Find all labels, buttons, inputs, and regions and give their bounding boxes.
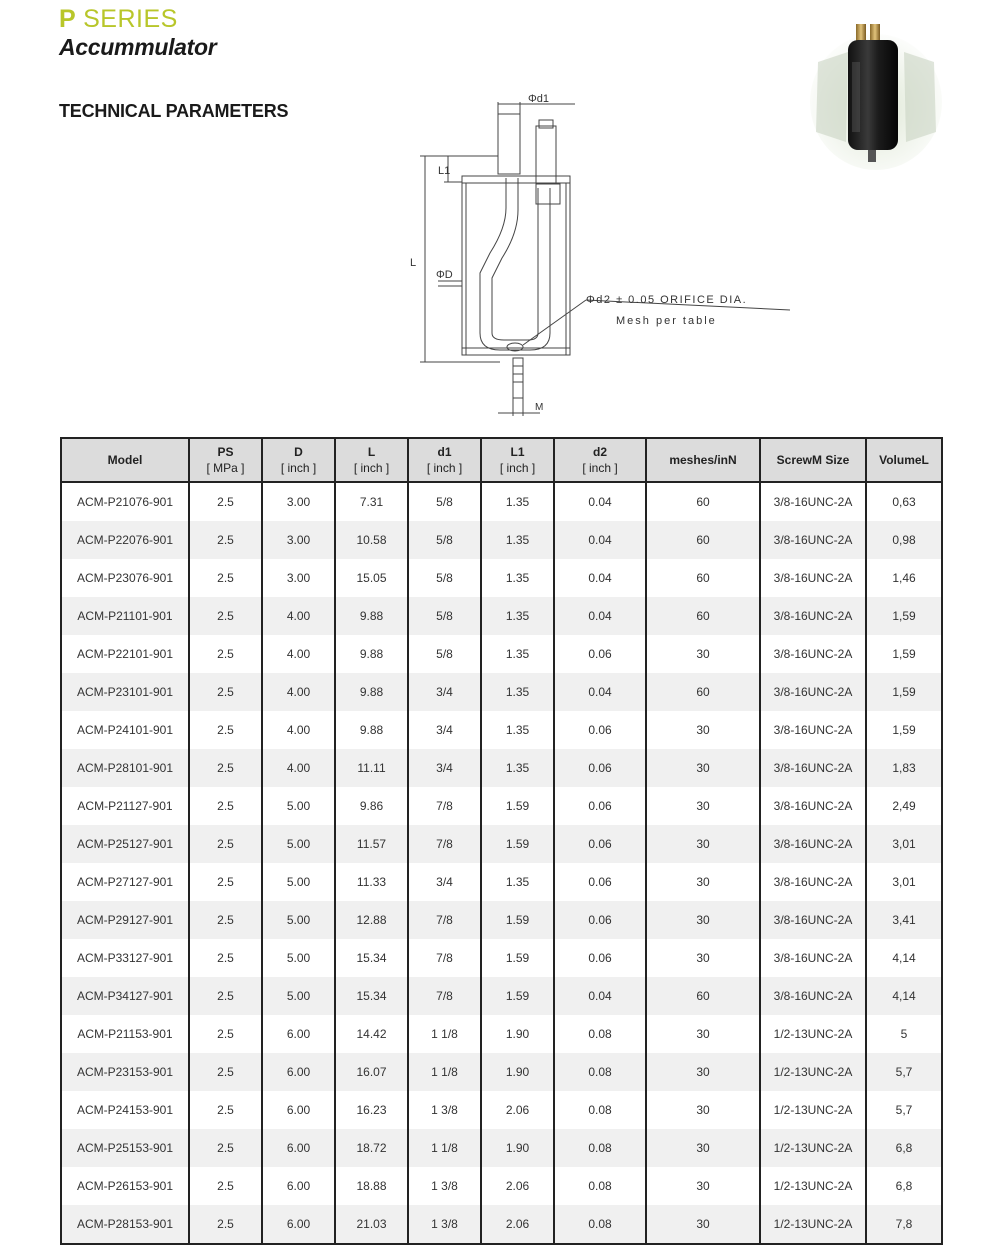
column-header: [262, 438, 335, 482]
table-cell: 6.00: [262, 1129, 335, 1167]
table-cell: 1,59: [866, 597, 942, 635]
label-d1: Φd1: [528, 93, 550, 105]
table-cell: 4.00: [262, 635, 335, 673]
table-cell: 30: [646, 1091, 760, 1129]
table-cell: 12.88: [335, 901, 408, 939]
table-row: [61, 787, 942, 825]
table-cell: 3.00: [262, 482, 335, 521]
table-cell: 1.59: [481, 825, 554, 863]
column-header-unit: [ inch ]: [280, 461, 317, 475]
table-row: [61, 977, 942, 1015]
table-cell: ACM-P26153-901: [76, 1179, 174, 1193]
table-cell: 2.5: [189, 673, 262, 711]
table-cell: 3/8-16UNC-2A: [760, 749, 866, 787]
table-cell: 3/8-16UNC-2A: [760, 787, 866, 825]
table-cell: 30: [646, 825, 760, 863]
table-cell: 2.5: [189, 901, 262, 939]
table-cell: 3/8-16UNC-2A: [760, 825, 866, 863]
table-cell: 30: [646, 901, 760, 939]
table-cell: 1.59: [481, 787, 554, 825]
table-cell: 2.5: [189, 1053, 262, 1091]
label-l: L: [410, 257, 417, 269]
table-cell: 0.06: [554, 787, 646, 825]
table-cell: 0.06: [554, 863, 646, 901]
table-cell: 14.42: [335, 1015, 408, 1053]
table-cell: 3,01: [866, 825, 942, 863]
table-cell: 7.31: [335, 482, 408, 521]
table-cell: 7/8: [408, 825, 481, 863]
table-cell: 2.5: [189, 597, 262, 635]
series-letter: P: [59, 5, 76, 33]
table-cell: 9.88: [335, 635, 408, 673]
table-cell: 3/8-16UNC-2A: [760, 863, 866, 901]
table-cell: 60: [646, 482, 760, 521]
table-cell: 5.00: [262, 787, 335, 825]
table-cell: 15.34: [335, 977, 408, 1015]
table-cell: ACM-P22076-901: [61, 521, 189, 559]
table-cell: 3/8-16UNC-2A: [760, 559, 866, 597]
table-cell: 7/8: [408, 939, 481, 977]
table-row: [61, 482, 942, 521]
table-cell: 1.35: [481, 749, 554, 787]
table-cell: 3/8-16UNC-2A: [760, 482, 866, 521]
table-cell: 2.5: [189, 1015, 262, 1053]
table-row: [61, 597, 942, 635]
table-cell: 3/4: [408, 673, 481, 711]
product-name: Accummulator: [59, 34, 217, 60]
table-cell: 11.57: [335, 825, 408, 863]
table-row: [61, 825, 942, 863]
table-cell: 2.5: [189, 559, 262, 597]
table-cell: 0.04: [554, 673, 646, 711]
column-header-label: D: [294, 445, 303, 459]
table-cell: 1 3/8: [408, 1091, 481, 1129]
table-cell: 30: [646, 787, 760, 825]
table-cell: 1.35: [481, 597, 554, 635]
table-cell: 9.88: [335, 711, 408, 749]
label-d: ΦD: [436, 269, 453, 281]
label-l1: L1: [438, 165, 451, 177]
table-cell: 1,59: [866, 635, 942, 673]
table-cell: ACM-P21076-901: [76, 495, 174, 509]
table-cell: 1 3/8: [408, 1167, 481, 1205]
table-cell: 2.5: [189, 1091, 262, 1129]
table-cell: 9.88: [335, 673, 408, 711]
technical-drawing: [400, 88, 800, 420]
table-cell: 1 1/8: [408, 1053, 481, 1091]
table-cell: 2.5: [189, 787, 262, 825]
table-cell: 0,98: [866, 521, 942, 559]
table-cell: 1/2-13UNC-2A: [760, 1053, 866, 1091]
table-cell: 4.00: [262, 749, 335, 787]
table-row: [61, 1129, 942, 1167]
table-cell: 0.04: [554, 597, 646, 635]
table-cell: 2.5: [189, 825, 262, 863]
table-cell: 0.04: [554, 977, 646, 1015]
table-cell: 16.23: [335, 1091, 408, 1129]
table-row: [61, 1205, 942, 1244]
table-row: [61, 1015, 942, 1053]
table-cell: ACM-P33127-901: [76, 951, 174, 965]
table-cell: 3/4: [408, 749, 481, 787]
table-cell: 7/8: [408, 901, 481, 939]
table-cell: ACM-P28153-901: [61, 1205, 189, 1244]
series-label: SERIES: [75, 5, 178, 33]
table-cell: 5/8: [408, 559, 481, 597]
table-cell: 3/8-16UNC-2A: [760, 521, 866, 559]
table-cell: 5,7: [866, 1091, 942, 1129]
table-cell: 3,41: [866, 901, 942, 939]
table-cell: 2.5: [189, 1205, 262, 1244]
column-header-label: Model: [107, 453, 143, 467]
table-cell: 2.06: [481, 1091, 554, 1129]
table-cell: 5/8: [408, 635, 481, 673]
table-cell: 1 1/8: [408, 1015, 481, 1053]
table-cell: 60: [646, 559, 760, 597]
table-cell: 1/2-13UNC-2A: [760, 1129, 866, 1167]
column-header-label: L1: [510, 445, 525, 459]
table-cell: 5/8: [408, 597, 481, 635]
table-cell: 2,49: [866, 787, 942, 825]
table-cell: 30: [646, 711, 760, 749]
table-cell: 30: [646, 1015, 760, 1053]
column-header: [189, 438, 262, 482]
label-m: M: [535, 402, 544, 413]
table-cell: 1.35: [481, 635, 554, 673]
table-cell: 1.59: [481, 977, 554, 1015]
label-d2-orifice: Φd2 ± 0.05 ORIFICE DIA.: [586, 294, 748, 306]
column-header-unit: [ inch ]: [582, 461, 618, 475]
table-cell: 0.06: [554, 825, 646, 863]
table-cell: 1.35: [481, 711, 554, 749]
technical-parameters-table: [60, 437, 943, 1245]
column-header-label: L: [367, 445, 376, 459]
column-header: [646, 438, 760, 482]
table-cell: 7/8: [408, 787, 481, 825]
table-cell: 1 1/8: [408, 1129, 481, 1167]
table-cell: 5: [866, 1015, 942, 1053]
column-header-unit: [ inch ]: [426, 461, 463, 475]
table-row: [61, 1091, 942, 1129]
table-cell: ACM-P22101-901: [76, 647, 174, 661]
table-cell: 1.90: [481, 1015, 554, 1053]
table-cell: 1.59: [481, 939, 554, 977]
table-cell: 5,7: [866, 1053, 942, 1091]
table-cell: 0.04: [554, 482, 646, 521]
table-cell: 0.06: [554, 901, 646, 939]
table-cell: 1,59: [866, 711, 942, 749]
label-mesh: Mesh per table: [616, 315, 717, 327]
table-cell: 5.00: [262, 939, 335, 977]
table-cell: 0.06: [554, 635, 646, 673]
column-header-unit: [ inch ]: [499, 461, 536, 475]
table-cell: 0.08: [554, 1015, 646, 1053]
table-cell: 0.08: [554, 1167, 646, 1205]
table-cell: 3/8-16UNC-2A: [760, 939, 866, 977]
table-cell: 18.88: [335, 1167, 408, 1205]
table-cell: 6.00: [262, 1205, 335, 1244]
table-cell: 0.08: [554, 1129, 646, 1167]
section-title: TECHNICAL PARAMETERS: [59, 101, 289, 121]
column-header: [481, 438, 554, 482]
table-cell: 30: [646, 1205, 760, 1244]
table-cell: 3.00: [262, 521, 335, 559]
table-cell: 0.06: [554, 749, 646, 787]
table-cell: 2.5: [189, 977, 262, 1015]
table-cell: ACM-P21101-901: [61, 597, 189, 635]
table-cell: 11.33: [335, 863, 408, 901]
table-cell: 1,83: [866, 749, 942, 787]
table-cell: 1.90: [481, 1129, 554, 1167]
table-cell: 2.06: [481, 1167, 554, 1205]
table-cell: 1,59: [866, 673, 942, 711]
column-header: [760, 438, 866, 482]
table-cell: 6.00: [262, 1015, 335, 1053]
table-cell: ACM-P24101-901: [76, 723, 174, 737]
table-row: [61, 521, 942, 559]
table-cell: 30: [646, 1053, 760, 1091]
table-cell: 7/8: [408, 977, 481, 1015]
table-cell: ACM-P25127-901: [61, 825, 189, 863]
table-cell: 6.00: [262, 1053, 335, 1091]
table-cell: 60: [646, 977, 760, 1015]
table-cell: 9.86: [335, 787, 408, 825]
table-cell: 21.03: [335, 1205, 408, 1244]
table-row: [61, 1167, 942, 1205]
table-cell: ACM-P23101-901: [61, 673, 189, 711]
table-cell: 30: [646, 1167, 760, 1205]
table-cell: 1/2-13UNC-2A: [760, 1015, 866, 1053]
table-cell: 6,8: [866, 1167, 942, 1205]
table-cell: ACM-P24153-901: [76, 1103, 174, 1117]
table-cell: ACM-P28101-901: [61, 749, 189, 787]
table-cell: 2.5: [189, 711, 262, 749]
table-row: [61, 711, 942, 749]
table-cell: 1.59: [481, 901, 554, 939]
table-cell: ACM-P23076-901: [76, 571, 174, 585]
table-cell: ACM-P21153-901: [77, 1027, 173, 1041]
table-cell: 2.5: [189, 1129, 262, 1167]
table-cell: 0.04: [554, 559, 646, 597]
table-cell: 1/2-13UNC-2A: [760, 1205, 866, 1244]
column-header: [866, 438, 942, 482]
table-cell: 11.11: [335, 749, 408, 787]
table-cell: ACM-P23153-901: [61, 1053, 189, 1091]
column-header: [61, 438, 189, 482]
table-cell: 0.06: [554, 711, 646, 749]
table-cell: 2.5: [189, 635, 262, 673]
table-cell: 6,8: [866, 1129, 942, 1167]
table-cell: 60: [646, 597, 760, 635]
table-cell: 16.07: [335, 1053, 408, 1091]
table-body: [61, 482, 942, 1244]
table-cell: 1.35: [481, 673, 554, 711]
table-cell: 6.00: [262, 1091, 335, 1129]
table-cell: 7,8: [866, 1205, 942, 1244]
table-cell: 3/8-16UNC-2A: [760, 597, 866, 635]
table-cell: 4.00: [262, 597, 335, 635]
table-cell: 2.5: [189, 482, 262, 521]
table-row: [61, 863, 942, 901]
table-cell: 9.88: [335, 597, 408, 635]
table-cell: 2.5: [189, 749, 262, 787]
column-header-label: d2: [592, 445, 607, 459]
column-header-label: VolumeL: [879, 453, 929, 467]
table-cell: 0.08: [554, 1053, 646, 1091]
table-row: [61, 1053, 942, 1091]
table-cell: 5.00: [262, 901, 335, 939]
table-cell: 1.35: [481, 482, 554, 521]
column-header-label: PS: [217, 445, 234, 459]
table-cell: 5/8: [408, 521, 481, 559]
table-cell: 0.08: [554, 1091, 646, 1129]
table-cell: 3/8-16UNC-2A: [760, 711, 866, 749]
table-cell: 1/2-13UNC-2A: [760, 1167, 866, 1205]
table-cell: 1.90: [481, 1053, 554, 1091]
table-cell: 15.05: [335, 559, 408, 597]
table-cell: 3/8-16UNC-2A: [760, 901, 866, 939]
table-cell: 3/8-16UNC-2A: [760, 977, 866, 1015]
table-row: [61, 901, 942, 939]
table-cell: 6.00: [262, 1167, 335, 1205]
table-cell: 15.34: [335, 939, 408, 977]
column-header: [335, 438, 408, 482]
table-cell: 3/4: [408, 863, 481, 901]
table-row: [61, 635, 942, 673]
table-cell: 2.5: [189, 863, 262, 901]
table-cell: 5.00: [262, 825, 335, 863]
table-cell: ACM-P29127-901: [61, 901, 189, 939]
table-cell: 0.04: [554, 521, 646, 559]
table-cell: 1 3/8: [408, 1205, 481, 1244]
table-cell: 0,63: [866, 482, 942, 521]
column-header-label: d1: [437, 445, 452, 459]
table-row: [61, 749, 942, 787]
table-cell: 3/8-16UNC-2A: [760, 635, 866, 673]
table-cell: 1/2-13UNC-2A: [760, 1091, 866, 1129]
table-cell: ACM-P34127-901: [61, 977, 189, 1015]
column-header-label: ScrewM Size: [776, 453, 850, 467]
table-cell: 5.00: [262, 977, 335, 1015]
column-header: [554, 438, 646, 482]
table-cell: 3.00: [262, 559, 335, 597]
column-header: [408, 438, 481, 482]
table-cell: 1,46: [866, 559, 942, 597]
table-cell: 1.35: [481, 559, 554, 597]
table-cell: 1.35: [481, 863, 554, 901]
table-cell: 5/8: [408, 482, 481, 521]
table-cell: 4,14: [866, 977, 942, 1015]
table-cell: ACM-P21127-901: [77, 799, 173, 813]
table-cell: 3/8-16UNC-2A: [760, 673, 866, 711]
table-cell: 0.06: [554, 939, 646, 977]
table-cell: 10.58: [335, 521, 408, 559]
table-cell: 5.00: [262, 863, 335, 901]
table-cell: 4.00: [262, 673, 335, 711]
table-cell: 30: [646, 863, 760, 901]
table-cell: 2.5: [189, 521, 262, 559]
column-header-unit: [ MPa ]: [206, 461, 245, 475]
table-cell: 30: [646, 939, 760, 977]
table-cell: 1.35: [481, 521, 554, 559]
table-cell: 60: [646, 673, 760, 711]
table-cell: 4,14: [866, 939, 942, 977]
table-cell: 3,01: [866, 863, 942, 901]
table-cell: 18.72: [335, 1129, 408, 1167]
table-header-row: [61, 438, 942, 482]
table-cell: 3/4: [408, 711, 481, 749]
table-cell: 30: [646, 749, 760, 787]
table-cell: 4.00: [262, 711, 335, 749]
series-title: [59, 5, 178, 33]
table-cell: 30: [646, 1129, 760, 1167]
column-header-label: meshes/inN: [669, 453, 737, 467]
table-cell: 2.06: [481, 1205, 554, 1244]
product-photo: [808, 22, 944, 172]
table-cell: ACM-P27127-901: [76, 875, 174, 889]
table-row: [61, 673, 942, 711]
table-cell: 2.5: [189, 1167, 262, 1205]
table-row: [61, 939, 942, 977]
table-cell: 60: [646, 521, 760, 559]
table-cell: 2.5: [189, 939, 262, 977]
table-cell: ACM-P25153-901: [61, 1129, 189, 1167]
table-cell: 30: [646, 635, 760, 673]
column-header-unit: [ inch ]: [353, 461, 390, 475]
table-row: [61, 559, 942, 597]
table-cell: 0.08: [554, 1205, 646, 1244]
